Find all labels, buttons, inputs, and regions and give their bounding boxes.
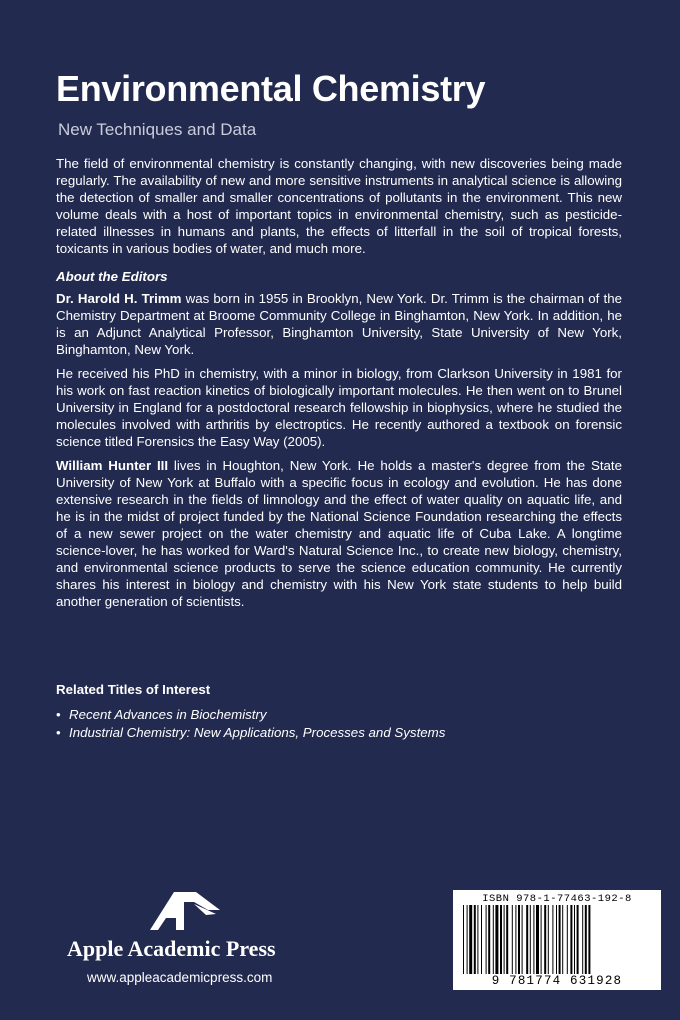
book-subtitle: New Techniques and Data	[58, 120, 257, 139]
related-titles-heading: Related Titles of Interest	[56, 682, 211, 697]
related-title-item: • Industrial Chemistry: New Applications, Processes and Systems	[56, 724, 445, 742]
back-cover-text	[56, 155, 622, 617]
hunter-name: William Hunter III	[56, 458, 169, 473]
related-titles-list	[56, 706, 445, 742]
book-title: Environmental Chemistry	[56, 68, 486, 109]
hunter-bio-paragraph	[56, 457, 622, 610]
hunter-bio-text: lives in Houghton, New York. He holds a master's degree from the State University of New York at Buffalo with a specific focus in ecology and evolution. He has done extensive research in the fields of limnology and the effect of water quality on aquatic life, and he is in the midst of project funded by the National Science Foundation researching the effects of a new sewer project on the water chemistry and aquatic life of Cuba Lake. A longtime science-lover, he has worked for Ward's Natural Science Inc., to create new biology, chemistry, and environmental science products to serve the science education community. He currently shares his interest in biology and chemistry with his New York state students to help build another generation of scientists.	[56, 458, 623, 609]
barcode-bars	[459, 905, 655, 975]
related-title-item: • Recent Advances in Biochemistry	[56, 706, 445, 724]
book-description: The field of environmental chemistry is constantly changing, with new discoveries being made regularly. The availability of new and more sensitive instruments in analytical science is allowing the detection of smaller and smaller concentrations of pollutants in the environment. This new volume deals with a host of important topics in environmental chemistry, such as pesticide-related illnesses in humans and plants, the effects of litterfall in the soil of tropical forests, toxicants in various bodies of water, and much more.	[56, 156, 622, 256]
apple-academic-press-logo-icon	[150, 888, 222, 930]
publisher-website: www.appleacademicpress.com	[87, 970, 273, 985]
isbn-text: ISBN 978-1-77463-192-8	[482, 893, 632, 905]
trimm-bio-text: was born in 1955 in Brooklyn, New York. Dr. Trimm is the chairman of the Chemistry Department at Broome Community College in Binghamton, New York. In addition, he is an Adjunct Analytical Professor, Binghamton University, State University of New York, Binghamton, New York.	[56, 291, 622, 357]
publisher-name: Apple Academic Press	[67, 936, 276, 961]
trimm-name: Dr. Harold H. Trimm	[56, 291, 182, 306]
editors-heading: About the Editors	[56, 269, 168, 284]
isbn-barcode	[453, 890, 661, 990]
trimm-bio-paragraph-2: He received his PhD in chemistry, with a minor in biology, from Clarkson University in 1981 for his work on fast reaction kinetics of biologically important molecules. He then went on to Brunel University in England for a postdoctoral research fellowship in biophysics, where he studied the molecules involved with arthritis by electroptics. He recently authored a textbook on forensic science titled Forensics the Easy Way (2005).	[56, 366, 622, 449]
trimm-bio-paragraph	[56, 290, 622, 358]
barcode-number: 9 781774 631928	[453, 974, 661, 988]
